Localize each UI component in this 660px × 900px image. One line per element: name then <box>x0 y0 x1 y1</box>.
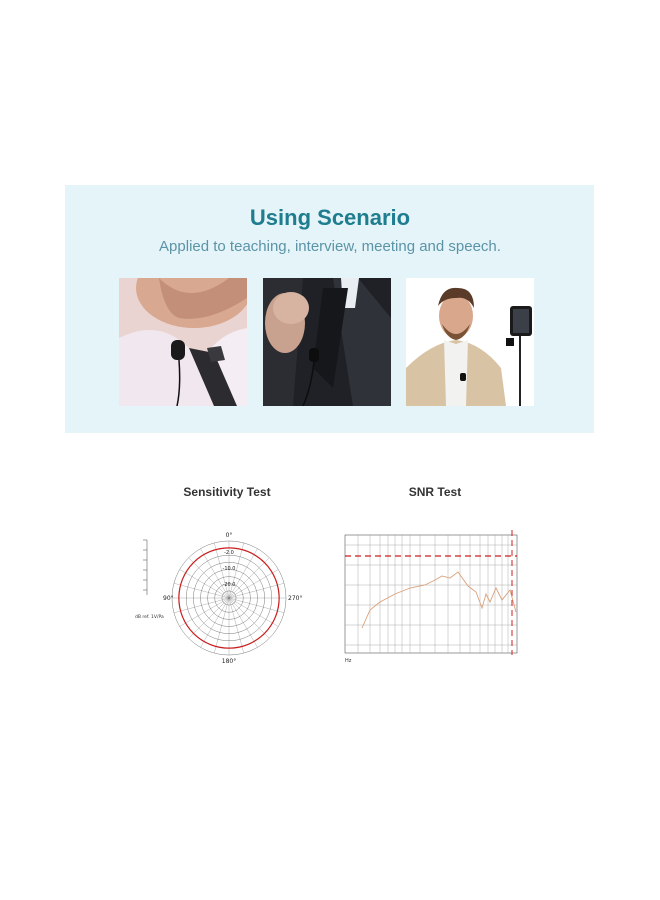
polar-spoke <box>201 598 230 647</box>
speaker-with-mic-photo <box>406 278 534 406</box>
lapel-mic-on-shirt-photo <box>119 278 247 406</box>
polar-spoke <box>180 598 229 627</box>
angle-right-label: 270° <box>288 595 303 602</box>
angle-left-label: 90° <box>163 595 174 602</box>
polar-spoke <box>229 598 278 627</box>
polar-spoke <box>174 583 229 598</box>
polar-spoke <box>201 549 230 598</box>
angle-top-label: 0° <box>225 532 233 539</box>
ring-label-2: -10.0 <box>222 566 236 572</box>
snr-test-title: SNR Test <box>408 485 462 499</box>
snr-frequency-chart <box>340 530 525 665</box>
polar-spoke <box>229 598 258 647</box>
polar-spoke <box>229 598 284 613</box>
polar-spoke <box>229 570 278 599</box>
polar-spoke <box>229 583 284 598</box>
banner-title: Using Scenario <box>249 205 411 230</box>
polar-spoke <box>214 598 229 653</box>
polar-spoke <box>229 549 258 598</box>
ring-label-1: -2.0 <box>224 550 234 556</box>
polar-spoke <box>189 558 229 598</box>
ring-label-3: -20.0 <box>222 582 236 588</box>
polar-spoke <box>229 558 269 598</box>
snr-footer: Hz <box>345 658 352 664</box>
angle-bottom-label: 180° <box>221 658 237 665</box>
polar-spoke <box>229 598 269 638</box>
polar-spoke <box>174 598 229 613</box>
polar-spoke <box>189 598 229 638</box>
sensitivity-test-title: Sensitivity Test <box>183 485 271 499</box>
sensitivity-polar-chart <box>133 530 308 665</box>
db-ref-note: dB ref. 1V/Pa <box>135 615 164 620</box>
banner-subtitle: Applied to teaching, interview, meeting and speech. <box>159 238 501 255</box>
polar-grid <box>172 541 286 655</box>
polar-spoke <box>229 598 244 653</box>
lapel-mic-on-tie-photo <box>263 278 391 406</box>
